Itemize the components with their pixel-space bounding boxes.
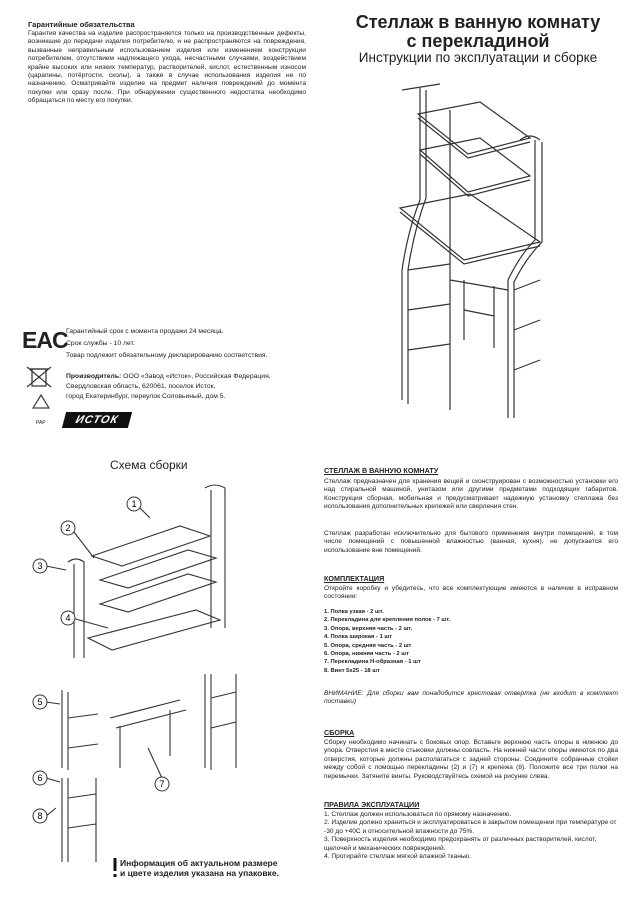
list-item: 3. Опора, верхняя часть - 2 шт. <box>324 625 413 632</box>
list-item: 7. Перекладина Н-образная - 1 шт <box>324 659 421 666</box>
scheme-label-4: 4 <box>65 613 71 623</box>
kit-list <box>324 608 618 675</box>
list-item: 1. Полка узкая - 2 шт. <box>324 609 384 615</box>
pap-label: PAP <box>36 420 46 426</box>
recycle-icon <box>28 392 54 420</box>
description-heading: СТЕЛЛАЖ В ВАННУЮ КОМНАТУ <box>324 466 439 475</box>
list-item: 4. Протирайте стеллаж мягкой влажной тканью. <box>324 853 472 861</box>
rules-list <box>324 811 618 861</box>
scheme-label-6: 6 <box>37 773 43 783</box>
warranty-title: Гарантийные обязательства <box>28 20 135 29</box>
brand-logo: ИСТОК <box>62 412 132 428</box>
list-item: 2. Изделие должно храниться и эксплуатироваться в закрытом помещении при температуре от -30 до +40С и относительной влажности до 75%. <box>324 819 617 835</box>
scheme-label-1: 1 <box>131 499 137 509</box>
scheme-label-7: 7 <box>159 779 165 789</box>
note-line1: Информация об актуальном размере <box>120 858 278 868</box>
manufacturer-line1: ООО «Завод «Исток», Российская Федерация, <box>123 373 271 380</box>
page-subtitle: Инструкции по эксплуатации и сборке <box>358 50 598 65</box>
exclamation-icon <box>112 858 118 878</box>
assembly-heading: СБОРКА <box>324 728 355 737</box>
no-waste-icon <box>24 365 54 389</box>
product-illustration <box>380 80 580 420</box>
page-title: Стеллаж в ванную комнату <box>355 12 601 32</box>
service-life: Срок службы - 10 лет. <box>66 340 135 347</box>
page-title-line2: с перекладиной <box>406 31 550 51</box>
warranty-text: Гарантия качества на изделие распространяется только на производственные дефекты, возникшие до передачи изделия потребителю, и не распространяются на повреждения, вызванные неправильным использованием изделия или изменением конструкции потребителем, отсутствием надлежащего ухода, несчастными случаями, воздействием крайне высоких или низких температур, растворителей, кислот, естественным износом (царапины, потёртости, сколы), а также в случае использования изделия не по назначению. Осматривайте изделие на предмет наличия повреждений до момента покупки или сразу после. При обнаружении существенного недостатка необходимо обращаться по месту его покупки. <box>28 30 306 105</box>
declaration-note: Товар подлежит обязательному декларированию соответствия. <box>66 352 268 359</box>
scheme-label-3: 3 <box>37 561 43 571</box>
scheme-label-5: 5 <box>37 697 43 707</box>
list-item: 3. Поверхность изделия необходимо предохранять от различных растворителей, кислот, щелочей и механических повреждений. <box>324 836 597 852</box>
list-item: 1. Стеллаж должен использоваться по прямому назначению. <box>324 811 512 818</box>
list-item: 4. Полка широкая - 1 шт <box>324 634 393 641</box>
note-line2: и цвете изделия указана на упаковке. <box>120 868 279 878</box>
rules-heading: ПРАВИЛА ЭКСПЛУАТАЦИИ <box>324 800 420 809</box>
assembly-text: Сборку необходимо начинать с боковых опор. Вставьте верхнюю часть опоры в нижнюю до упора. Отверстия в месте стыковки должны совпасть. На нижней части опоры имеются по два отверстия, которые должны располагаться с задней стороны. Соедините собранные стойки между собой с помощью перекладины (2) и (7) и крепежа (8). Положите все три полки на перемычки. Затяните винты. Руководствуйтесь схемой на рисунке слева. <box>324 739 618 780</box>
kit-intro: Откройте коробку и убедитесь, что все комплектующие имеются в наличии в исправном состоянии: <box>324 585 618 601</box>
kit-attention: ВНИМАНИЕ: Для сборки вам понадобится крестовая отвертка (не входит в комплект поставки) <box>324 690 618 706</box>
scheme-title: Схема сборки <box>110 458 188 472</box>
description-para2: Стеллаж разработан исключительно для бытового применения внутри помещений, в том числе помещений с повышенной влажностью (ванная, кухня), не допускается его использование вне помещений. <box>324 530 618 554</box>
manufacturer-line2: Свердловская область, 620061, поселок Исток, <box>66 383 216 390</box>
scheme-label-2: 2 <box>65 523 71 533</box>
description-para1: Стеллаж предназначен для хранения вещей и сконструирован с возможностью установки его над стиральной машиной, унитазом или другими предметами подходящих габаритов. Конструкция сборная, мобильная и предусматривает надежную установку стеллажа без использования дополнительных крепежей или сверления стен. <box>324 478 618 511</box>
scheme-label-8: 8 <box>37 811 43 821</box>
manufacturer-line3: город Екатеринбург, переулок Соловьиный, дом 5. <box>66 393 226 400</box>
manufacturer-label: Производитель: <box>66 373 122 380</box>
eac-mark: EAC <box>22 327 68 353</box>
kit-heading: КОМПЛЕКТАЦИЯ <box>324 574 385 583</box>
list-item: 6. Опора, нижняя часть - 2 шт <box>324 651 409 658</box>
warranty-period: Гарантийный срок с момента продажи 24 месяца. <box>66 328 224 335</box>
list-item: 8. Винт 5х25 - 18 шт <box>324 667 380 674</box>
assembly-scheme <box>20 478 280 870</box>
list-item: 5. Опора, средняя часть - 2 шт <box>324 642 412 649</box>
list-item: 2. Перекладина для крепления полок - 7 шт. <box>324 617 451 624</box>
